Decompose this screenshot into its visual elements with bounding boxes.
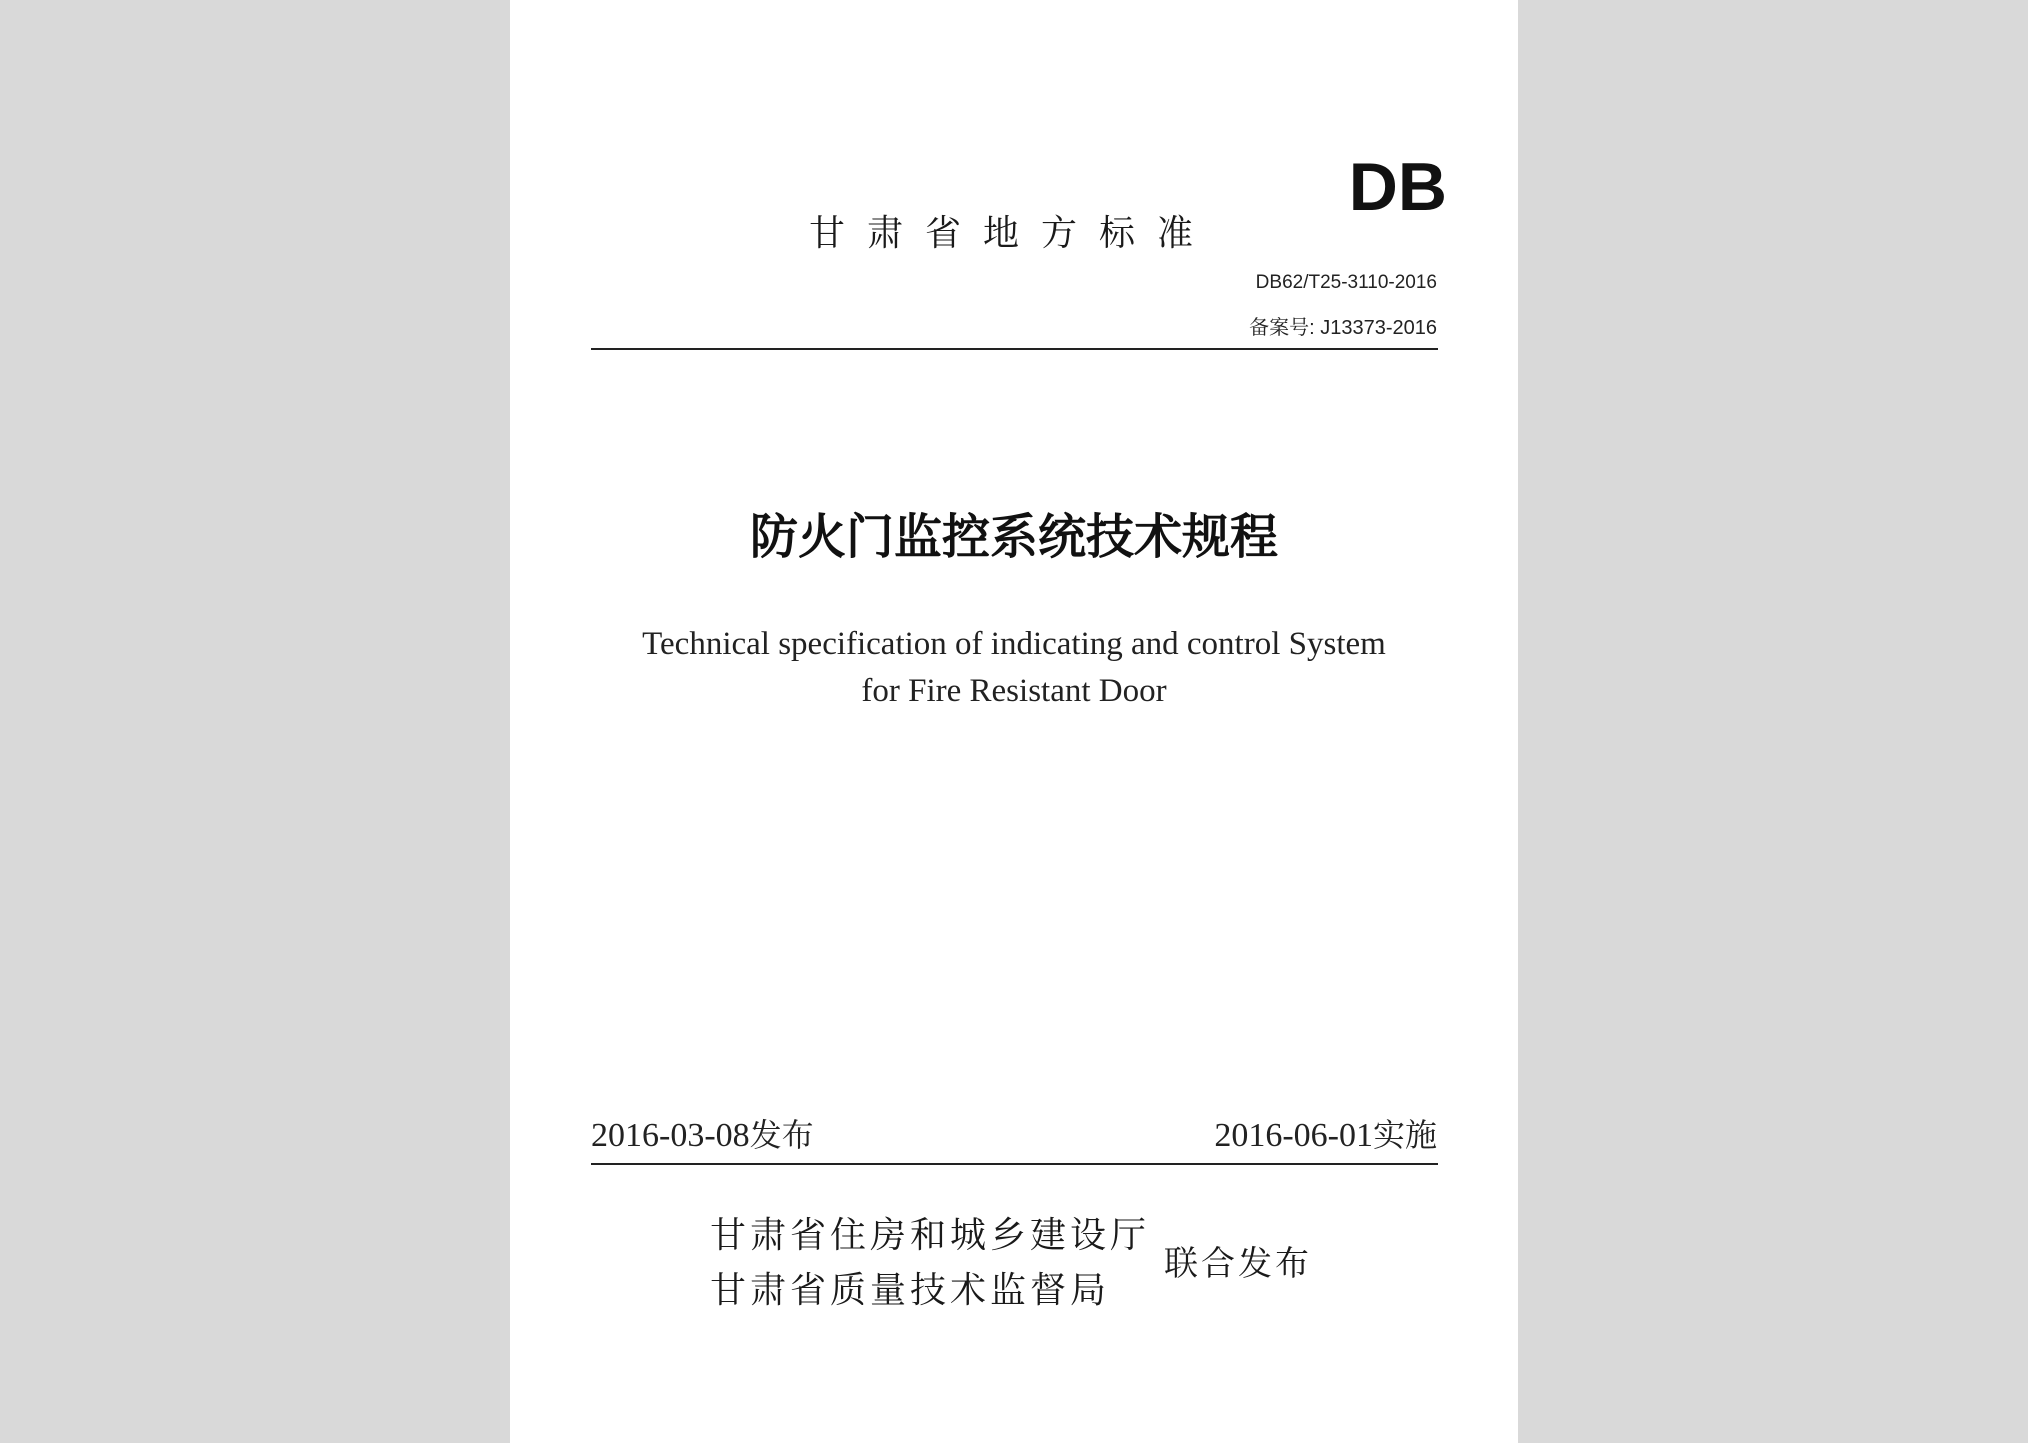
standard-number: DB62/T25-3110-2016 — [1255, 272, 1437, 293]
record-number: 备案号: J13373-2016 — [1249, 317, 1437, 339]
issue-date-line — [591, 1110, 814, 1156]
document-title-cn: 防火门监控系统技术规程 — [749, 509, 1278, 565]
effective-date: 2016-06-01 — [1214, 1117, 1373, 1154]
joint-release-label: 联合发布 — [1164, 1244, 1312, 1284]
effective-date-line — [1214, 1110, 1437, 1156]
document-page — [510, 0, 1518, 1443]
issue-suffix: 发布 — [749, 1116, 814, 1154]
top-divider — [591, 348, 1438, 350]
bottom-divider — [591, 1163, 1438, 1165]
issuer-housing-dept: 甘肃省住房和城乡建设厅 — [710, 1215, 1151, 1256]
issuer-quality-bureau: 甘肃省质量技术监督局 — [710, 1270, 1111, 1311]
effective-suffix: 实施 — [1372, 1116, 1437, 1154]
document-title-en-line2: for Fire Resistant Door — [861, 673, 1167, 709]
db-mark: DB — [1348, 149, 1447, 225]
document-title-en-line1: Technical specification of indicating and control System — [642, 626, 1386, 662]
standard-type-heading: 甘肃省地方标准 — [809, 213, 1216, 254]
issue-date: 2016-03-08 — [591, 1117, 750, 1154]
